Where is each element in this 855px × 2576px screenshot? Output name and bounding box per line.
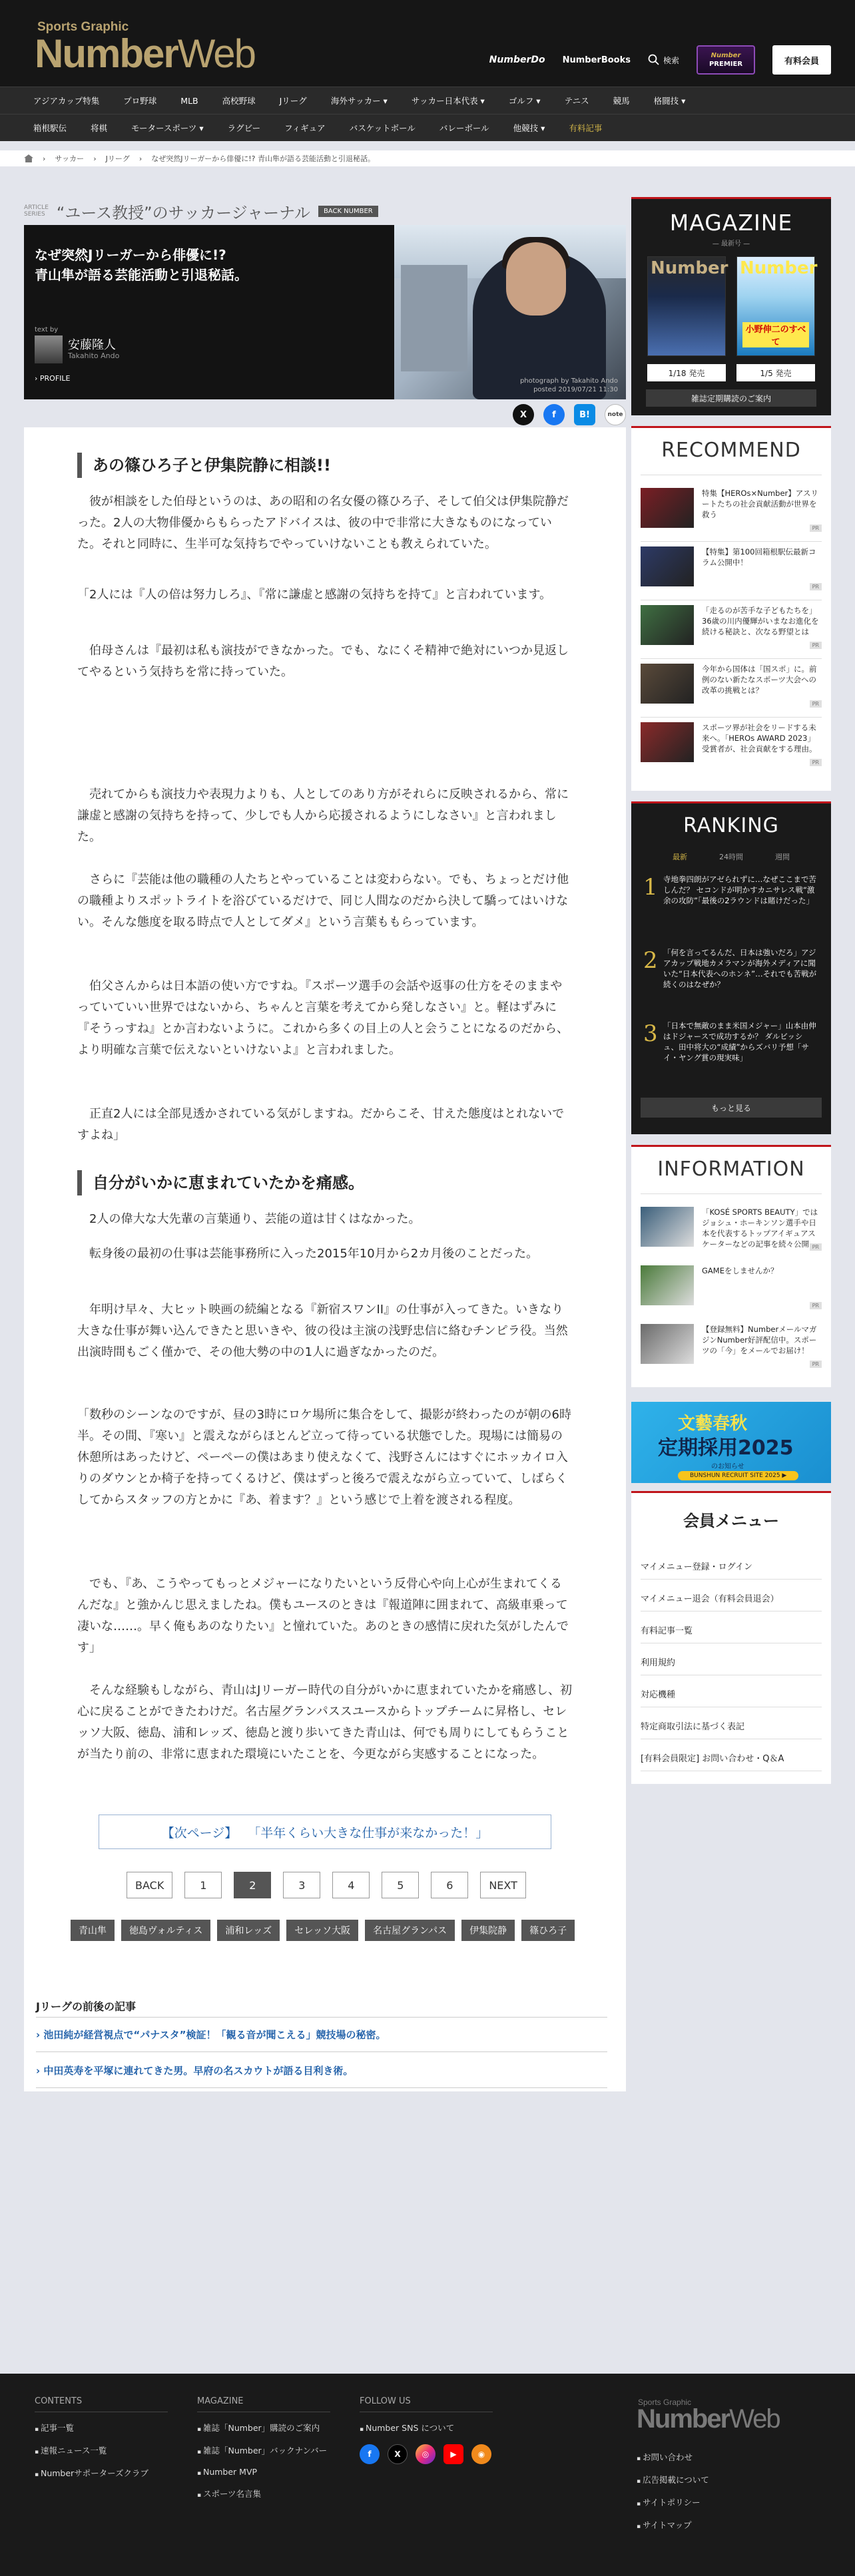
member-menu-item[interactable]: 有料記事一覧 [641,1617,822,1643]
premier-bottom: PREMIER [709,61,743,68]
footer-link[interactable]: ▪ 記事一覧 [35,2422,168,2434]
article-paragraph: 正直2人には全部見透かされている気がしますね。だからこそ、甘えた態度はとれないですよね」 [77,1107,565,1142]
nav-item[interactable]: 海外サッカー ▾ [330,96,388,106]
footer-link[interactable]: ▪ サイトポリシー [637,2496,709,2508]
recommend-item[interactable] [641,664,822,708]
paid-member-button[interactable]: 有料会員 [772,45,831,75]
footer-link[interactable]: ▪ 速報ニュース一覧 [35,2444,168,2456]
text-by-label: text by [35,326,59,333]
divider [641,717,822,718]
rss-icon[interactable]: ◉ [471,2444,491,2464]
article-body [24,427,626,2091]
page-button[interactable]: 6 [431,1872,468,1898]
nav-item[interactable]: サッカー日本代表 ▾ [411,96,485,106]
banner-cta: BUNSHUN RECRUIT SITE 2025 ▶ [678,1471,798,1480]
footer-logo[interactable]: Sports Graphic NumberWeb [637,2398,780,2434]
number-do-link[interactable]: NumberDo [489,55,545,65]
nav-item[interactable]: 将棋 [91,123,108,133]
member-menu-title: 会員メニュー [683,1512,779,1530]
nav-item[interactable]: プロ野球 [123,96,157,106]
banner-brand: 文藝春秋 [678,1414,748,1434]
footer-link[interactable]: ▪ スポーツ名言集 [197,2487,330,2499]
nav-item[interactable]: ラグビー [227,123,261,133]
author-avatar [35,335,63,363]
member-menu-item[interactable]: 利用規約 [641,1649,822,1675]
article-paragraph: 売れてからも演技力や表現力よりも、人としてのあり方がそれらに反映されるから、常に謙虚と感謝の気持ちを持って、少しでも人から応援されるようにしなさい』と言われました。 [77,787,569,844]
recommend-title: RECOMMEND [661,439,801,462]
member-menu-item[interactable]: [有料会員限定] お問い合わせ・Q＆A [641,1745,822,1771]
footer-contents [35,2396,168,2489]
member-menu-item[interactable]: 対応機種 [641,1681,822,1707]
article-photo [394,225,626,399]
tag-link[interactable]: 青山隼 [71,1920,115,1941]
recommend-title: スポーツ界が社会をリードする未来へ。「HEROs AWARD 2023」受賞者が、社会貢献をする理由。 [702,723,817,753]
nav-item[interactable]: テニス [564,96,589,106]
nav-item[interactable]: バレーボール [439,123,489,133]
article-paragraph: 「2人には『人の倍は努力しろ』、『常に謙虚と感謝の気持ちを持て』と言われています。 [77,588,552,602]
related-article-link[interactable]: › 池田純が経営視点で“パナスタ”検証！「観る音が聞こえる」競技場の秘密。 [36,2029,386,2041]
related-article-link[interactable]: › 中田英寿を平塚に連れてきた男。早府の名スカウトが語る目利き術。 [36,2065,354,2077]
nav-item[interactable]: バスケットボール [349,123,416,133]
nav-item[interactable]: ゴルフ ▾ [508,96,541,106]
breadcrumb-sep: › [139,154,142,163]
pagination [127,1872,526,1898]
share-note-icon[interactable]: note [605,404,626,425]
ranking-more-button[interactable]: もっと見る [641,1098,822,1118]
recommend-title: 「走るのが苦手な子どもたちを」36歳の川内優輝がいまなお進化を続ける秘訣と、次なる野望とは [702,606,819,636]
recommend-title: 特集【HEROs×Number】アスリートたちの社会貢献活動が世界を救う [702,489,818,519]
page-button[interactable]: 1 [184,1872,222,1898]
author-name-en: Takahito Ando [68,351,120,360]
logo-top: Sports Graphic [37,20,129,34]
breadcrumb-current: なぜ突然Jリーガーから俳優に!? 青山隼が語る芸能活動と引退秘話。 [151,154,376,163]
next-page-title: 「半年くらい大きな仕事が来なかった！」 [248,1825,489,1840]
nav-item[interactable]: 格闘技 ▾ [653,96,686,106]
footer-link[interactable]: ▪ お問い合わせ [637,2451,709,2463]
recommend-thumbnail [641,722,694,762]
share-x-icon[interactable]: X [513,404,534,425]
pr-badge: PR [810,1361,822,1368]
recommend-item[interactable] [641,605,822,649]
information-title: INFORMATION [657,1158,805,1181]
member-menu-item[interactable]: マイメニュー登録・ログイン [641,1553,822,1580]
recommend-item[interactable] [641,722,822,766]
x-icon[interactable]: X [388,2444,408,2464]
youtube-icon[interactable]: ▶ [443,2444,463,2464]
number-books-link[interactable]: NumberBooks [562,55,631,65]
page-body [0,12,855,2530]
nav-item[interactable]: フィギュア [284,123,326,133]
main-column [24,197,626,2077]
pr-badge: PR [810,700,822,708]
recommend-title: 【特集】第100回箱根駅伝最新コラム公開中！ [702,547,816,567]
breadcrumb-sep: › [93,154,97,163]
ranking-title-text: 寺地拳四朗がアゼられずに…なぜここまで苦しんだ？ セコンドが明かすカニサレス戦“激余の攻防”「最後の2ラウンドは賭けだった」 [663,875,816,905]
recommend-title: 今年から国体は「国スポ」に。前例のない新たなスポーツ大会への改革の挑戦とは？ [702,664,817,695]
ranking-tab-weekly[interactable]: 週間 [775,853,790,861]
magazine-cover-1[interactable] [647,256,726,356]
site-footer [0,2374,855,2576]
recommend-item[interactable] [641,546,822,590]
article-paragraph: そんな経験もしながら、青山はJリーガー時代の自分がいかに恵まれていたかを痛感し、初心に戻ることができたわけだ。名古屋グランパススユースからトップチームに昇格し、セレッソ大阪、徳島、浦和レッズ、徳島と渡り歩いてきた青山は、何でも周りにしてもらうことが当たり前の、非常に恵まれた環境にいたことを、今更ながら実感することになった。 [77,1683,572,1761]
tag-link[interactable]: 浦和レッズ [217,1920,280,1941]
banner-title: 定期採用2025 [658,1436,794,1460]
information-item[interactable] [641,1324,822,1368]
footer-link[interactable]: ▪ Number MVP [197,2467,330,2477]
ranking-title-text: 「日本で無敵のまま米国メジャー」山本由伸はドジャースで成功するか？ ダルビッシュ、田中将大の“成績”からズバリ予想「サイ・ヤング賞の現実味」 [663,1021,816,1062]
information-item[interactable] [641,1265,822,1309]
pr-badge: PR [810,1302,822,1309]
magazine-cover-2[interactable] [736,256,818,356]
article-heading-1: あの篠ひろ子と伊集院静に相談!! [77,453,331,478]
subscription-button[interactable]: 雑誌定期購読のご案内 [646,389,816,407]
search-label: 検索 [663,55,679,65]
page-button[interactable]: 4 [332,1872,370,1898]
footer-links [637,2451,709,2541]
hero-title-panel [24,225,394,399]
recommend-thumbnail [641,664,694,704]
banner-subtitle: のお知らせ [711,1463,744,1470]
recommend-thumbnail [641,605,694,645]
information-thumbnail [641,1265,694,1305]
footer-logo-top: Sports Graphic [638,2398,692,2407]
author-name[interactable]: 安藤隆人 [68,338,116,352]
nav-item[interactable]: アジアカップ特集 [33,96,100,106]
related-title: Jリーグの前後の記事 [36,2000,136,2013]
tag-link[interactable]: 名古屋グランパス [365,1920,455,1941]
nav-item[interactable]: 高校野球 [222,96,256,106]
ranking-number: 3 [643,1020,658,1047]
ranking-item[interactable] [641,1020,822,1078]
pr-badge: PR [810,583,822,590]
page-button[interactable]: NEXT [480,1872,526,1898]
nav-item[interactable]: モータースポーツ ▾ [131,123,204,133]
divider [36,2087,607,2088]
ranking-item[interactable] [641,874,822,931]
information-box [631,1145,831,1387]
instagram-icon[interactable]: ◎ [416,2444,435,2464]
article-paragraph: 転身後の最初の仕事は芸能事務所に入った2015年10月から2カ月後のことだった。 [89,1247,539,1261]
ranking-tab-latest[interactable]: 最新 [673,853,687,861]
member-menu-item[interactable]: 特定商取引法に基づく表記 [641,1713,822,1739]
footer-link[interactable]: ▪ 広告掲載について [637,2473,709,2485]
article-paragraph: 「数秒のシーンなのですが、昼の3時にロケ場所に集合をして、撮影が終わったのが朝の6時半。その間、『寒い』と震えながらほとんど立って待っている状態でした。現場には簡易の休憩所はあったけど、ペーペーの僕はあまり使えなくて、浅野さんにはすぐにホッカイロ入りのダウンとか椅子を持ってくるけど、僕はずっと後ろで震えながら立っていて、しばらくしてからスタッフの方とかに『あ、着ます？』という感じで上着を渡される程度。 [77,1408,571,1507]
nav-item[interactable]: 競馬 [613,96,630,106]
information-item[interactable] [641,1207,822,1251]
tag-link[interactable]: セレッソ大阪 [286,1920,358,1941]
page-button[interactable]: BACK [127,1872,172,1898]
share-bar [24,399,626,430]
next-page-link[interactable] [99,1815,551,1849]
pr-badge: PR [810,1243,822,1251]
article-paragraph: でも、『あ、こうやってもっとメジャーになりたいという反骨心や向上心が生まれてくるんだな』と強かんじ思えましたね。僕もユースのときは『報道陣に囲まれて、高級車乗って凄いな……。早く俺もあのなりたい』と憧れていた。あのときの感情に戻れた気がしたんです」 [77,1577,569,1655]
divider [641,541,822,542]
information-title: 【登録無料】NumberメールマガジンNumber好評配信中。スポーツの「今」をメールでお届け！ [702,1325,817,1355]
issue-date-1[interactable]: 1/18 発売 [647,364,726,381]
ranking-number: 1 [643,874,658,901]
footer-link[interactable]: ▪ サイトマップ [637,2519,709,2531]
next-page-label: 【次ページ】 [161,1825,238,1840]
page-button[interactable]: 3 [283,1872,320,1898]
photo-credit: photograph by Takahito Ando posted 2019/07/21 11:30 [519,377,618,393]
pr-badge: PR [810,642,822,649]
cover-logo: Number [651,258,728,278]
divider [641,1193,822,1194]
nav-item[interactable]: Jリーグ [279,96,307,106]
ranking-number: 2 [643,947,658,974]
cover-logo: Number [740,258,818,278]
breadcrumb-jleague[interactable]: Jリーグ [105,154,130,163]
footer-magazine [197,2396,330,2510]
pr-badge: PR [810,525,822,532]
article-hero [24,225,626,399]
issue-date-2[interactable]: 1/5 発売 [736,364,815,381]
ranking-tab-24h[interactable]: 24時間 [719,853,743,861]
author-profile-link[interactable]: › PROFILE [35,374,71,383]
magazine-box [631,197,831,415]
footer-heading: MAGAZINE [197,2396,330,2412]
footer-heading: CONTENTS [35,2396,168,2412]
page-button[interactable]: 2 [234,1872,271,1898]
tag-link[interactable]: 伊集院静 [461,1920,515,1941]
article-paragraph: さらに『芸能は他の職種の人たちとやっていることは変わらない。でも、ちょっとだけ他の職種よりスポットライトを浴びているだけで、同じ人間なのだから決して驕ってはいけない。そんな態度を取る時点で人としてダメ』という言葉ももらっています。 [77,873,569,929]
magazine-subtitle: — 最新号 — [712,240,750,248]
facebook-icon[interactable]: f [360,2444,380,2464]
ranking-tabs [631,851,831,862]
ranking-title-text: 「何を言ってるんだ、日本は強いだろ」アジアカップ戦地カメラマンが海外メディアに聞いた“日本代表へのホンネ”…それでも苦戦が続くのはなぜか？ [663,948,817,989]
article-paragraph: 2人の偉大な大先輩の言葉通り、芸能の道は甘くはなかった。 [89,1212,421,1226]
recommend-box [631,426,831,791]
footer-link[interactable]: ▪ 雑誌「Number」購読のご案内 [197,2422,330,2434]
share-hatena-icon[interactable]: B! [574,404,595,425]
breadcrumb-sep: › [43,154,46,163]
article-paragraph: 年明け早々、大ヒット映画の続編となる『新宿スワンII』の仕事が入ってきた。いきなり大きな仕事が舞い込んできたと思いきや、彼の役は主演の浅野忠信に絡むチンピラ役。当然出演時間もごく僅かで、その他大勢の中の1人に過ぎなかったのだ。 [77,1303,568,1359]
footer-sns-link[interactable]: ▪ Number SNS について [360,2422,493,2434]
divider [36,2051,607,2052]
member-menu-box [631,1491,831,1784]
logo-main: NumberWeb [35,31,255,76]
ranking-title: RANKING [683,814,779,837]
series-title[interactable]: “ユース教授”のサッカージャーナル [56,203,310,222]
tag-link[interactable]: 徳島ヴォルティス [121,1920,210,1941]
share-facebook-icon[interactable]: f [543,404,565,425]
recommend-item[interactable] [641,488,822,532]
magazine-title: MAGAZINE [669,210,793,236]
nav-item[interactable]: 他競技 ▾ [513,123,545,133]
article-heading-2: 自分がいかに恵まれていたかを痛感。 [77,1170,364,1195]
article-paragraph: 伯母さんは『最初は私も演技ができなかった。でも、なにくそ精神で絶対にいつか見返してやるという気持ちを常に持っていた。 [77,644,569,679]
ranking-box [631,801,831,1134]
footer-heading: FOLLOW US [360,2396,493,2412]
recommend-thumbnail [641,546,694,586]
information-title: 「KOSÉ SPORTS BEAUTY」ではジョシュ・ホーキンソン選手や日本を代表するトップアイギュアスケーターなどの記事を続々公開 [702,1207,818,1249]
footer-follow [360,2396,493,2464]
nav-item[interactable]: 有料記事 [569,123,603,133]
divider [36,2017,607,2018]
bunshun-recruit-banner[interactable] [631,1402,831,1483]
member-menu-item[interactable]: マイメニュー退会（有料会員退会） [641,1585,822,1611]
tag-link[interactable]: 篠ひろ子 [521,1920,575,1941]
recommend-thumbnail [641,488,694,528]
article-title: なぜ突然Jリーガーから俳優に!? 青山隼が語る芸能活動と引退秘話。 [35,247,248,283]
breadcrumb-soccer[interactable]: サッカー [55,154,85,163]
information-thumbnail [641,1207,694,1247]
back-number-button[interactable]: BACK NUMBER [318,206,378,217]
ranking-item[interactable] [641,947,822,1004]
nav-item[interactable]: 箱根駅伝 [33,123,67,133]
tag-list [71,1920,577,1941]
nav-item[interactable]: MLB [180,95,198,106]
article-paragraph: 伯父さんからは日本語の使い方ですね。『スポーツ選手の会話や返事の仕方をそのままやっていていい世界ではないから、ちゃんと言葉を考えてから発しなさい』と。軽はずみに『そうっすね』とか言わないように。これから多くの目上の人と会うことになるのだから、より明確な言葉で伝えないといけないよ』と言われました。 [77,979,569,1057]
information-title: GAMEをしませんか？ [702,1266,778,1275]
premier-top: Number [711,52,741,59]
series-header [24,197,626,225]
cover-caption: 小野伸二のすべて [742,322,809,347]
article-series-label: ARTICLE SERIES [24,204,49,218]
footer-link[interactable]: ▪ Numberサポーターズクラブ [35,2467,168,2479]
article-paragraph: 彼が相談をした伯母というのは、あの昭和の名女優の篠ひろ子、そして伯父は伊集院静だった。2人の大物俳優からもらったアドバイスは、彼の中で非常に大きなものになっていた。それと同時に、生半可な気持ちでやっていけないことも教えられていた。 [77,495,569,551]
information-thumbnail [641,1324,694,1364]
page-button[interactable]: 5 [382,1872,419,1898]
pr-badge: PR [810,759,822,766]
footer-link[interactable]: ▪ 雑誌「Number」バックナンバー [197,2444,330,2456]
divider [641,658,822,659]
footer-sns-icons [360,2444,493,2464]
